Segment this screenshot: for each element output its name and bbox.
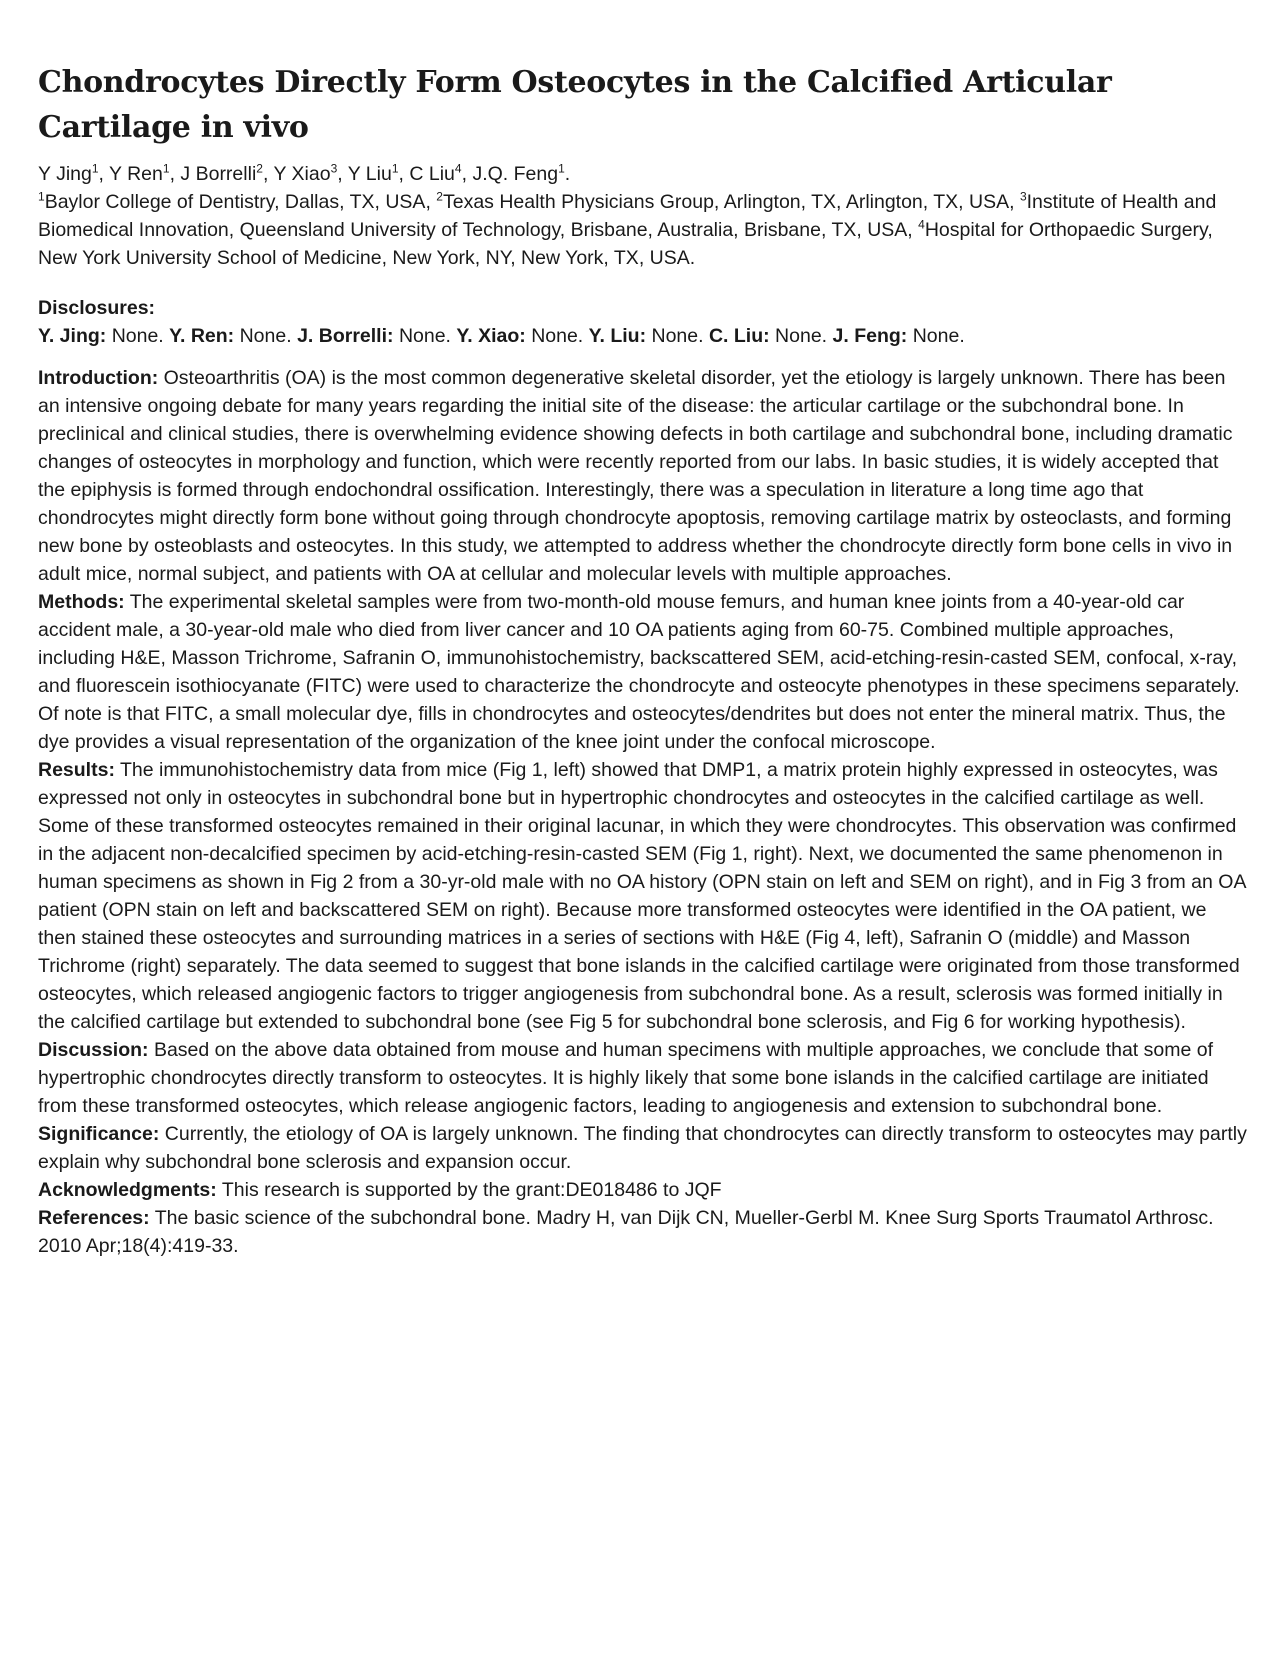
section-acknowledgments [38, 1176, 1248, 1204]
section-label: Significance: [38, 1123, 160, 1145]
section-text: The basic science of the subchondral bone. Madry H, van Dijk CN, Mueller-Gerbl M. Knee Surg Sports Traumatol Arthrosc. 2010 Apr;18(4):419-33. [38, 1207, 1214, 1257]
section-text: Currently, the etiology of OA is largely unknown. The finding that chondrocytes can directly transform to osteocytes may partly explain why subchondral bone sclerosis and expansion occur. [38, 1123, 1247, 1173]
section-label: Acknowledgments: [38, 1179, 217, 1201]
disclosure-item: J. Feng: None. [832, 325, 965, 347]
section-text: The immunohistochemistry data from mice (Fig 1, left) showed that DMP1, a matrix protein highly expressed in osteocytes, was expressed not only in osteocytes in subchondral bone but in hypertrophic chondrocytes and osteocytes in the calcified cartilage as well. Some of these transformed osteocytes remained in their original lacunar, in which they were chondrocytes. This observation was confirmed in the adjacent non-decalcified specimen by acid-etching-resin-casted SEM (Fig 1, right). Next, we documented the same phenomenon in human specimens as shown in Fig 2 from a 30-yr-old male with no OA history (OPN stain on left and SEM on right), and in Fig 3 from an OA patient (OPN stain on left and backscattered SEM on right). Because more transformed osteocytes were identified in the OA patient, we then stained these osteocytes and surrounding matrices in a series of sections with H&E (Fig 4, left), Safranin O (middle) and Masson Trichrome (right) separately. The data seemed to suggest that bone islands in the calcified cartilage were originated from those transformed osteocytes, which released angiogenic factors to trigger angiogenesis from subchondral bone. As a result, sclerosis was formed initially in the calcified cartilage but extended to subchondral bone (see Fig 5 for subchondral bone sclerosis, and Fig 6 for working hypothesis). [38, 759, 1246, 1033]
author: Y Liu$^1$ [347, 161, 399, 185]
abstract-body [38, 364, 1248, 1260]
section-references [38, 1204, 1248, 1260]
author: J.Q. Feng$^1$ [472, 161, 565, 185]
section-text: Based on the above data obtained from mouse and human specimens with multiple approaches, we conclude that some of hypertrophic chondrocytes directly transform to osteocytes. It is highly likely that some bone islands in the calcified cartilage are initiated from these transformed osteocytes, which release angiogenic factors, leading to angiogenesis and extension to subchondral bone. [38, 1039, 1214, 1117]
section-label: Discussion: [38, 1039, 149, 1061]
affiliation: $^1$Baylor College of Dentistry, Dallas, TX, USA, [38, 189, 437, 213]
author: C Liu$^4$ [409, 161, 462, 185]
disclosure-item: C. Liu: None. [708, 325, 828, 347]
section-label: References: [38, 1207, 150, 1229]
author: Y Jing$^1$ [38, 161, 99, 185]
author-list: Y Jing$^1$, Y Ren$^1$, J Borrelli$^2$, Y Xiao$^3$, Y Liu$^1$, C Liu$^4$, J.Q. Feng$^1$. [38, 161, 571, 185]
section-text: The experimental skeletal samples were from two-month-old mouse femurs, and human knee joints from a 40-year-old car accident male, a 30-year-old male who died from liver cancer and 10 OA patients aging from 60-75. Combined multiple approaches, including H&E, Masson Trichrome, Safranin O, immunohistochemistry, backscattered SEM, acid-etching-resin-casted SEM, confocal, x-ray, and fluorescein isothiocyanate (FITC) were used to characterize the chondrocyte and osteocyte phenotypes in these specimens separately. Of note is that FITC, a small molecular dye, fills in chondrocytes and osteocytes/dendrites but does not enter the mineral matrix. Thus, the dye provides a visual representation of the organization of the knee joint under the confocal microscope. [38, 591, 1240, 753]
section-results [38, 756, 1248, 1036]
section-discussion [38, 1036, 1248, 1120]
disclosures-list [38, 322, 1248, 350]
section-significance [38, 1120, 1248, 1176]
section-label: Results: [38, 759, 115, 781]
abstract-page [38, 60, 1248, 1260]
section-methods [38, 588, 1248, 756]
author: Y Xiao$^3$ [273, 161, 338, 185]
disclosure-item: J. Borrelli: None. [297, 325, 451, 347]
affiliation-list [38, 188, 1248, 272]
author: Y Ren$^1$ [109, 161, 170, 185]
affiliation: $^3$Institute of Health and Biomedical Innovation, Queensland University of Technology, Brisbane, Australia, Brisbane, TX, USA, [38, 189, 1217, 241]
affiliation: $^2$Texas Health Physicians Group, Arlington, TX, Arlington, TX, USA, [436, 189, 1020, 213]
affiliation: $^4$Hospital for Orthopaedic Surgery, New York University School of Medicine, New York, NY, New York, TX, USA. [38, 217, 1213, 269]
section-label: Methods: [38, 591, 125, 613]
disclosure-item: Y. Xiao: None. [456, 325, 584, 347]
section-text: This research is supported by the grant:DE018486 to JQF [221, 1179, 722, 1201]
disclosure-item: Y. Jing: None. [38, 325, 164, 347]
section-text: Osteoarthritis (OA) is the most common degenerative skeletal disorder, yet the etiology is largely unknown. There has been an intensive ongoing debate for many years regarding the initial site of the disease: the articular cartilage or the subchondral bone. In preclinical and clinical studies, there is overwhelming evidence showing defects in both cartilage and subchondral bone, including dramatic changes of osteocytes in morphology and function, which were recently reported from our labs. In basic studies, it is widely accepted that the epiphysis is formed through endochondral ossification. Interestingly, there was a speculation in literature a long time ago that chondrocytes might directly form bone without going through chondrocyte apoptosis, removing cartilage matrix by osteoclasts, and forming new bone by osteoblasts and osteocytes. In this study, we attempted to address whether the chondrocyte directly form bone cells in vivo in adult mice, normal subject, and patients with OA at cellular and molecular levels with multiple approaches. [38, 367, 1233, 585]
disclosures-heading: Disclosures: [38, 297, 156, 319]
disclosures-block [38, 294, 1248, 350]
disclosure-item: Y. Ren: None. [169, 325, 292, 347]
section-introduction [38, 364, 1248, 588]
disclosure-item: Y. Liu: None. [588, 325, 704, 347]
author: J Borrelli$^2$ [180, 161, 263, 185]
section-label: Introduction: [38, 367, 159, 389]
paper-title: Chondrocytes Directly Form Osteocytes in the Calcified Articular Cartilage in vivo [38, 65, 1112, 145]
